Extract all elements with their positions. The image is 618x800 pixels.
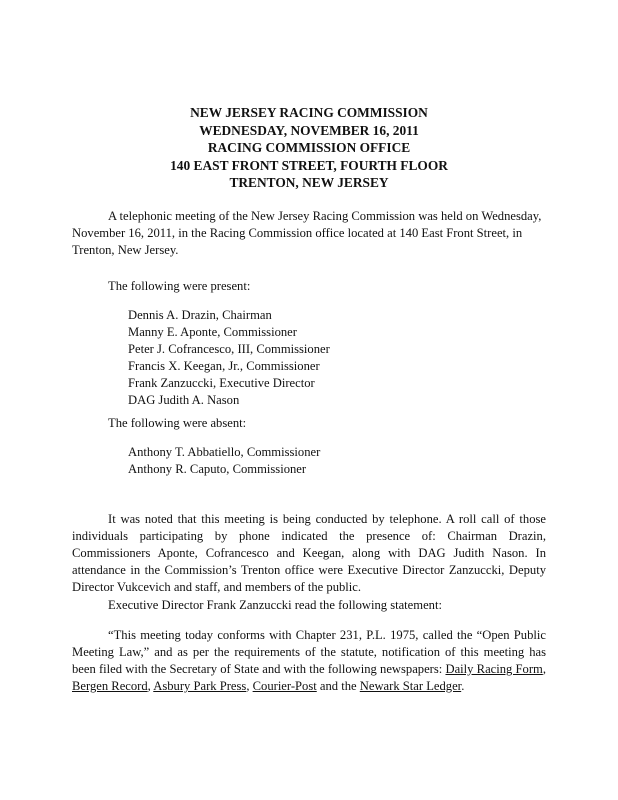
- header-line-address: 140 EAST FRONT STREET, FOURTH FLOOR: [170, 157, 448, 173]
- absent-heading: The following were absent:: [108, 416, 247, 430]
- newspaper-courier-post: Courier-Post: [252, 679, 317, 693]
- present-item: Frank Zanzuccki, Executive Director: [128, 376, 315, 390]
- intro-paragraph: [72, 208, 546, 259]
- intro-line-2: November 16, 2011, in the Racing Commission office located at 140 East Front Street, in: [72, 226, 523, 240]
- intro-line-3: Trenton, New Jersey.: [72, 243, 179, 257]
- rollcall-paragraph: It was noted that this meeting is being conducted by telephone. A roll call of those individuals participating by phone indicated the presence of: Chairman Drazin, Commissioners Aponte, Cofrancesco and Keegan, along with DAG Judith Nason. In attendance in the Commission’s Trenton office were Executive Director Zanzuccki, Deputy Director Vukcevich and staff, and members of the public.: [72, 512, 546, 594]
- present-item: Manny E. Aponte, Commissioner: [128, 325, 297, 339]
- intro-line-1: A telephonic meeting of the New Jersey Racing Commission was held on Wednesday,: [108, 209, 542, 223]
- newspaper-daily-racing-form: Daily Racing Form: [445, 662, 543, 676]
- absent-list: [72, 444, 602, 478]
- absent-item: Anthony R. Caputo, Commissioner: [128, 462, 307, 476]
- header-line-commission: NEW JERSEY RACING COMMISSION: [190, 105, 428, 120]
- statement-text: “This meeting today conforms with Chapter 231, P.L. 1975, called the “Open Public Meeting Law,” and as per the requirements of the statute, notification of this meeting has been filed with the Secretary of State and with the following newspapers:: [72, 628, 546, 676]
- separator: and the: [316, 679, 360, 693]
- statement-end: .: [461, 679, 465, 693]
- separator: ,: [542, 662, 546, 676]
- header-line-office: RACING COMMISSION OFFICE: [207, 140, 411, 156]
- present-item: DAG Judith A. Nason: [128, 393, 240, 407]
- absent-item: Anthony T. Abbatiello, Commissioner: [128, 445, 321, 459]
- present-list: [72, 307, 602, 409]
- present-item: Francis X. Keegan, Jr., Commissioner: [128, 359, 320, 373]
- separator: ,: [246, 679, 253, 693]
- newspaper-bergen-record: Bergen Record: [72, 679, 148, 693]
- present-item: Peter J. Cofrancesco, III, Commissioner: [128, 342, 330, 356]
- header-line-city: TRENTON, NEW JERSEY: [229, 175, 389, 191]
- present-heading: The following were present:: [108, 279, 251, 293]
- statement-intro: Executive Director Frank Zanzuccki read the following statement:: [108, 598, 442, 612]
- statement-paragraph: [72, 627, 546, 695]
- present-item: Dennis A. Drazin, Chairman: [128, 308, 272, 322]
- newspaper-newark-star-ledger: Newark Star Ledger: [359, 679, 462, 693]
- header-line-date: WEDNESDAY, NOVEMBER 16, 2011: [199, 122, 419, 138]
- document-header: [0, 104, 618, 192]
- newspaper-asbury-park-press: Asbury Park Press: [153, 679, 247, 693]
- separator: ,: [147, 679, 154, 693]
